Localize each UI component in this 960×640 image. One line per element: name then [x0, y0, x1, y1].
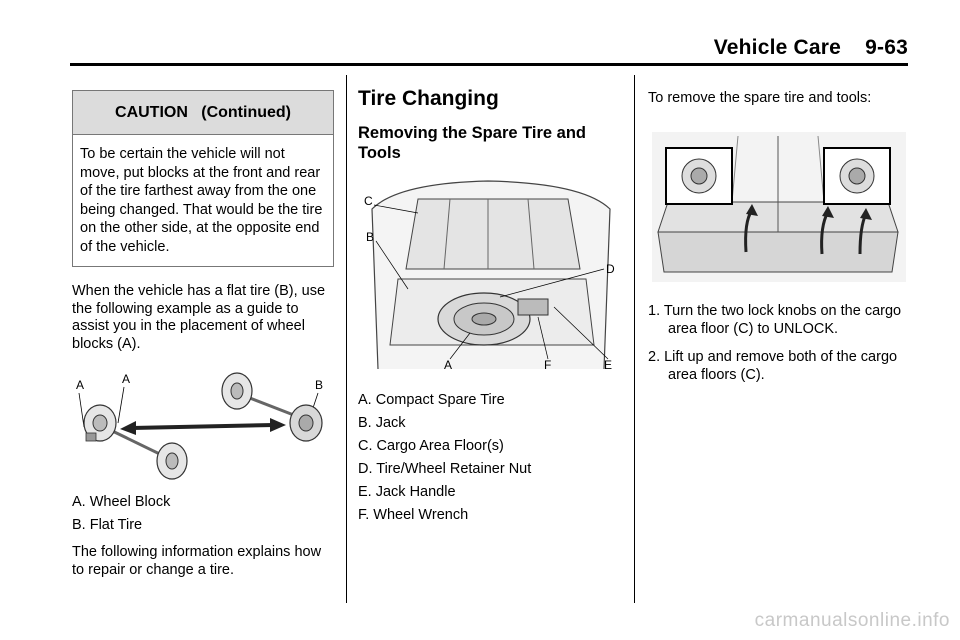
figure-label: D: [606, 262, 615, 276]
figure-label: A: [76, 378, 85, 392]
figure-label: A: [122, 372, 131, 386]
spare-tire-legend: [358, 391, 624, 524]
step-item: 2. Lift up and remove both of the cargo area floors (C).: [648, 348, 898, 383]
subsection-heading: Removing the Spare Tire and Tools: [358, 124, 587, 162]
wheel-block-figure: [72, 367, 334, 485]
column-divider: [634, 75, 635, 603]
legend-item: B. Jack: [358, 415, 406, 431]
step-item: 1. Turn the two lock knobs on the cargo area floor (C) to UNLOCK.: [648, 302, 902, 337]
caution-title: CAUTION (Continued): [73, 91, 333, 135]
caution-box: [72, 90, 334, 267]
wheel-block-legend: [72, 493, 334, 534]
figure-label: E: [604, 358, 613, 372]
lock-knob-figure: [648, 122, 910, 292]
column-3: [648, 75, 910, 394]
column-divider: [346, 75, 347, 603]
figure-label: B: [315, 378, 324, 392]
figure-label: B: [366, 230, 375, 244]
legend-item: E. Jack Handle: [358, 484, 456, 500]
section-heading: Tire Changing: [358, 87, 499, 110]
legend-item: A. Compact Spare Tire: [358, 392, 505, 408]
header-rule: [70, 63, 908, 66]
legend-item: C. Cargo Area Floor(s): [358, 438, 504, 454]
column-1: [72, 75, 334, 579]
wheel-block-paragraph: When the vehicle has a flat tire (B), use the following example as a guide to assist you in the placement of wheel blocks (A).: [72, 283, 326, 352]
intro-paragraph: To remove the spare tire and tools:: [648, 90, 872, 106]
legend-item: F. Wheel Wrench: [358, 507, 469, 523]
legend-item: D. Tire/Wheel Retainer Nut: [358, 461, 532, 477]
figure-label: F: [544, 358, 552, 372]
instruction-steps: [648, 302, 910, 384]
cargo-area-figure: [358, 169, 624, 383]
repair-info-paragraph: The following information explains how to repair or change a tire.: [72, 544, 322, 578]
legend-item: B. Flat Tire: [72, 517, 143, 533]
figure-label: A: [444, 358, 453, 372]
legend-item: A. Wheel Block: [72, 494, 171, 510]
caution-body: To be certain the vehicle will not move, put blocks at the front and rear of the tire farthest away from the one being changed. That would be the tire on the other side, at the opposite end of the vehicle.: [80, 146, 323, 255]
page-header-title: Vehicle Care 9-63: [713, 36, 908, 59]
figure-label: C: [364, 194, 373, 208]
watermark: carmanualsonline.info: [754, 610, 950, 631]
column-2: [358, 75, 624, 529]
